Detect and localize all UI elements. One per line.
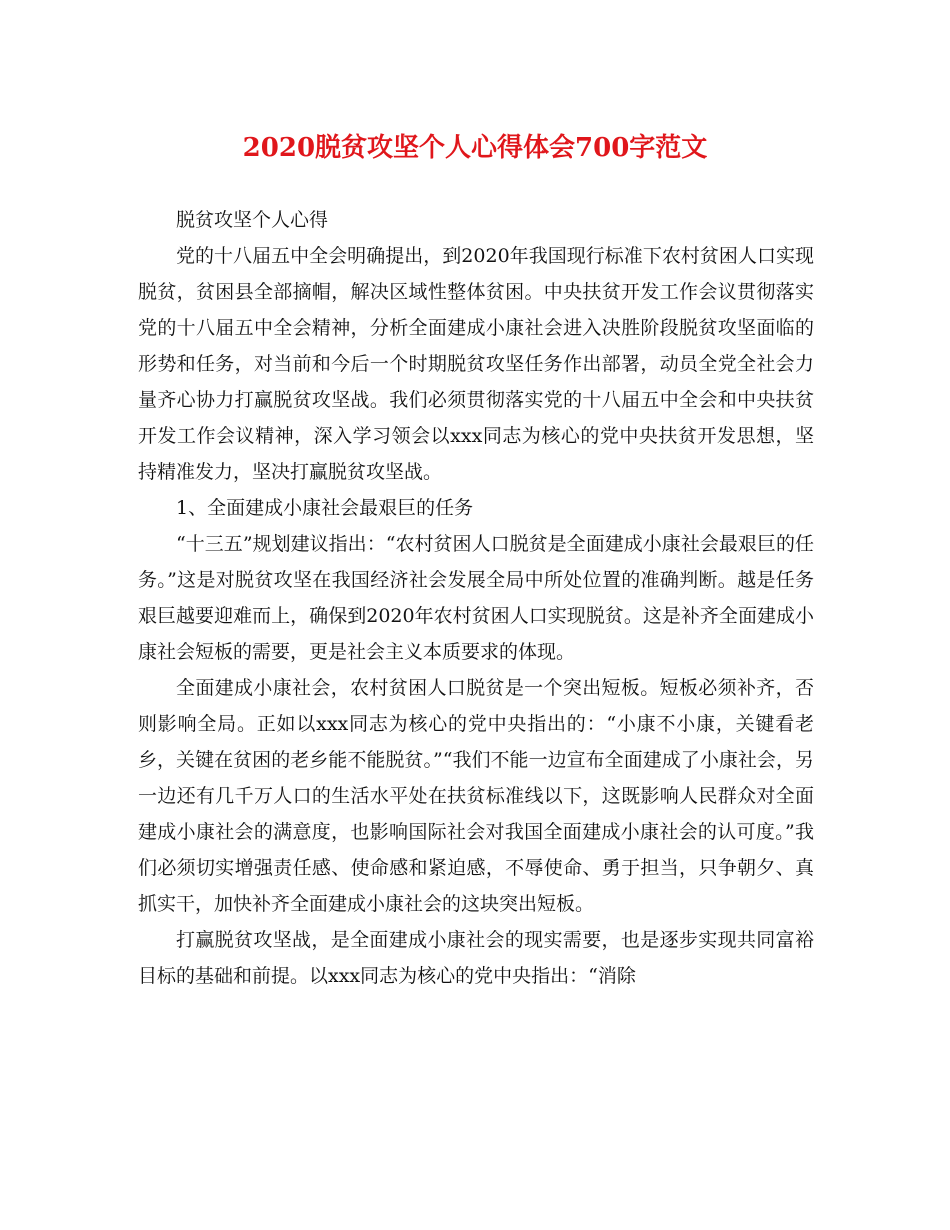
paragraph-subtitle: 脱贫攻坚个人心得 xyxy=(176,209,329,231)
paragraph: 党的十八届五中全会明确提出，到2020年我国现行标准下农村贫困人口实现脱贫，贫困县全部摘帽，解决区域性整体贫困。中央扶贫开发工作会议贯彻落实党的十八届五中全会精神，分析全面建成小康社会进入决胜阶段脱贫攻坚面临的形势和任务，对当前和今后一个时期脱贫攻坚任务作出部署，动员全党全社会力量齐心协力打赢脱贫攻坚战。我们必须贯彻落实党的十八届五中全会和中央扶贫开发工作会议精神，深入学习领会以xxx同志为核心的党中央扶贫开发思想，坚持精准发力，坚决打赢脱贫攻坚战。 xyxy=(138,245,814,483)
paragraph: 打赢脱贫攻坚战，是全面建成小康社会的现实需要，也是逐步实现共同富裕目标的基础和前提。以xxx同志为核心的党中央指出：“消除 xyxy=(138,929,814,987)
paragraph: 全面建成小康社会，农村贫困人口脱贫是一个突出短板。短板必须补齐，否则影响全局。正如以xxx同志为核心的党中央指出的：“小康不小康，关键看老乡，关键在贫困的老乡能不能脱贫。”“我们不能一边宣布全面建成了小康社会，另一边还有几千万人口的生活水平处在扶贫标准线以下，这既影响人民群众对全面建成小康社会的满意度，也影响国际社会对我国全面建成小康社会的认可度。”我们必须切实增强责任感、使命感和紧迫感，不辱使命、勇于担当，只争朝夕、真抓实干，加快补齐全面建成小康社会的这块突出短板。 xyxy=(138,677,814,915)
document-body xyxy=(138,202,814,994)
section-heading: 1、全面建成小康社会最艰巨的任务 xyxy=(176,497,474,519)
paragraph: “十三五”规划建议指出：“农村贫困人口脱贫是全面建成小康社会最艰巨的任务。”这是对脱贫攻坚在我国经济社会发展全局中所处位置的准确判断。越是任务艰巨越要迎难而上，确保到2020年农村贫困人口实现脱贫。这是补齐全面建成小康社会短板的需要，更是社会主义本质要求的体现。 xyxy=(138,533,814,663)
document-title: 2020脱贫攻坚个人心得体会700字范文 xyxy=(242,133,708,163)
